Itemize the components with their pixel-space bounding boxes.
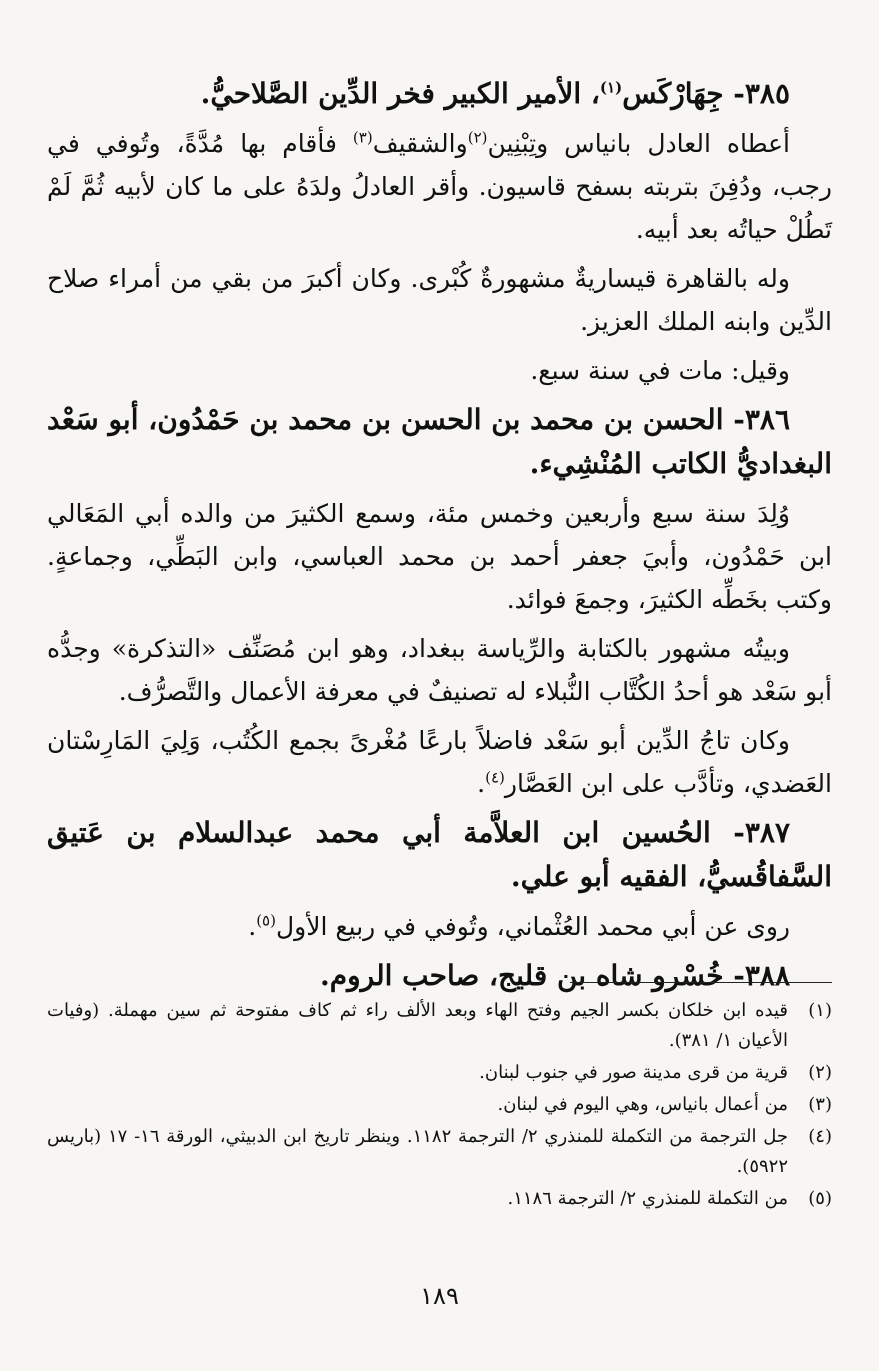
entry-heading-385 (47, 72, 832, 116)
footnote-number: (١) (808, 1000, 832, 1021)
text-run: روى عن أبي محمد العُثْماني، وتُوفي في ربيع الأول (275, 912, 790, 941)
footnote-ref: (٤) (485, 768, 505, 787)
footnote-ref: (٣) (352, 128, 373, 147)
text-run: فأقام بها مُدَّةً، وتُوفي في رجب، ودُفِنَ بتربته بسفح قاسيون. وأقر العادلُ ولدَهُ على ما كان لأبيه ثُمَّ لَمْ تَطُلْ حياتُه بعد أبيه. (47, 129, 832, 244)
footnote-ref: (١) (599, 78, 623, 97)
footnote-ref: (٥) (256, 911, 276, 930)
footnote-number: (٣) (808, 1094, 832, 1115)
paragraph (47, 122, 832, 251)
paragraph (47, 719, 832, 805)
page-number: ١٨٩ (420, 1282, 459, 1310)
entry-title: ٣٨٥- جِهَارْكَس (622, 77, 790, 110)
footnote (47, 1058, 832, 1088)
paragraph: وبيتُه مشهور بالكتابة والرِّياسة ببغداد، وهو ابن مُصَنِّف «التذكرة» وجدُّه أبو سَعْد هو أحدُ الكُتَّاب النُّبلاء له تصنيفٌ في معرفة الأعمال والتَّصرُّف. (47, 634, 832, 706)
text-run: . (248, 912, 257, 941)
text-run: . (477, 769, 486, 798)
text-run: أعطاه العادل بانياس وتِبْنِين (487, 129, 790, 158)
paragraph: وقيل: مات في سنة سبع. (530, 356, 790, 385)
footnote-text: قرية من قرى مدينة صور في جنوب لبنان. (479, 1062, 788, 1083)
text-run: وكان تاجُ الدِّين أبو سَعْد فاضلاً بارعًا مُغْرىً بجمع الكُتُب، وَلِيَ المَارِسْتان العَضدي، وتأدَّب على ابن العَصَّار (47, 726, 832, 798)
footnote-text: قيده ابن خلكان بكسر الجيم وفتح الهاء وبعد الألف راء ثم كاف مفتوحة ثم سين مهملة. (وفيات الأعيان ١/ ٣٨١). (47, 1000, 788, 1051)
entry-heading-387: ٣٨٧- الحُسين ابن العلاَّمة أبي محمد عبدالسلام بن عَتيق السَّفاقُسيُّ، الفقيه أبو علي. (47, 816, 832, 893)
footnote-number: (٢) (808, 1062, 832, 1083)
footnote-text: من التكملة للمنذري ٢/ الترجمة ١١٨٦. (507, 1188, 788, 1209)
footnotes (47, 996, 832, 1216)
footnote-number: (٤) (808, 1126, 832, 1147)
footnote-number: (٥) (808, 1188, 832, 1209)
footnote-divider (570, 982, 832, 983)
text-run: والشقيف (372, 129, 468, 158)
footnote-text: جل الترجمة من التكملة للمنذري ٢/ الترجمة ١١٨٢. وينظر تاريخ ابن الدبيثي، الورقة ١٦- ١٧ (باريس ٥٩٢٢). (47, 1126, 788, 1177)
entry-heading-388: ٣٨٨- خُسْرو شاه بن قليج، صاحب الروم. (320, 959, 790, 992)
entry-title-rest: ، الأمير الكبير فخر الدِّين الصَّلاحيُّ. (200, 77, 600, 110)
footnote (47, 1122, 832, 1182)
footnote (47, 996, 832, 1056)
paragraph: وله بالقاهرة قيساريةٌ مشهورةٌ كُبْرى. وكان أكبرَ من بقي من أمراء صلاح الدِّين وابنه الملك العزيز. (47, 264, 832, 336)
entry-heading-386: ٣٨٦- الحسن بن محمد بن الحسن بن محمد بن حَمْدُون، أبو سَعْد البغداديُّ الكاتب المُنْشِيء. (47, 403, 832, 480)
footnote-ref: (٢) (467, 128, 488, 147)
footnote-text: من أعمال بانياس، وهي اليوم في لبنان. (497, 1094, 788, 1115)
paragraph: وُلِدَ سنة سبع وأربعين وخمس مئة، وسمع الكثيرَ من والده أبي المَعَالي ابن حَمْدُون، وأبيَ جعفر أحمد بن محمد العباسي، وابن البَطِّي، وجماعةٍ. وكتب بخَطِّه الكثيرَ، وجمعَ فوائد. (47, 499, 832, 614)
main-text (47, 72, 832, 1004)
footnote (47, 1184, 832, 1214)
footnote (47, 1090, 832, 1120)
paragraph (47, 905, 832, 948)
